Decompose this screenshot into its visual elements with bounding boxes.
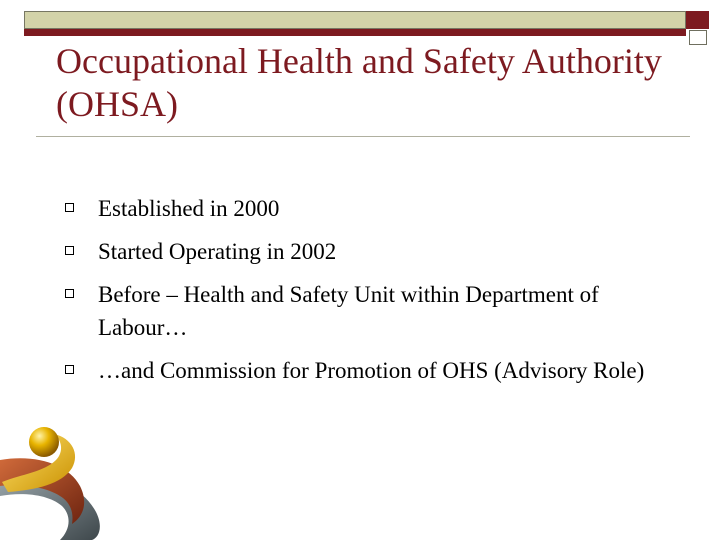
- bullet-item: [62, 354, 662, 387]
- corner-outline-square: [689, 30, 707, 45]
- ohsa-logo: [0, 420, 110, 540]
- bullet-text: …and Commission for Promotion of OHS (Advisory Role): [98, 358, 645, 383]
- bullet-text: Started Operating in 2002: [98, 239, 337, 264]
- square-bullet-icon: [65, 246, 74, 255]
- header-accent-strip: [24, 29, 686, 36]
- bullet-list: [62, 192, 662, 397]
- bullet-item: [62, 235, 662, 268]
- header-decor-bar: [24, 11, 686, 29]
- logo-sphere-icon: [29, 427, 59, 457]
- bullet-item: [62, 278, 662, 344]
- title-divider: [36, 136, 690, 137]
- bullet-text: Before – Health and Safety Unit within Department of Labour…: [98, 282, 599, 340]
- square-bullet-icon: [65, 203, 74, 212]
- slide-title: Occupational Health and Safety Authority (OHSA): [56, 41, 662, 124]
- bullet-text: Established in 2000: [98, 196, 280, 221]
- square-bullet-icon: [65, 365, 74, 374]
- square-bullet-icon: [65, 289, 74, 298]
- bullet-item: [62, 192, 662, 225]
- corner-accent-square: [686, 11, 709, 29]
